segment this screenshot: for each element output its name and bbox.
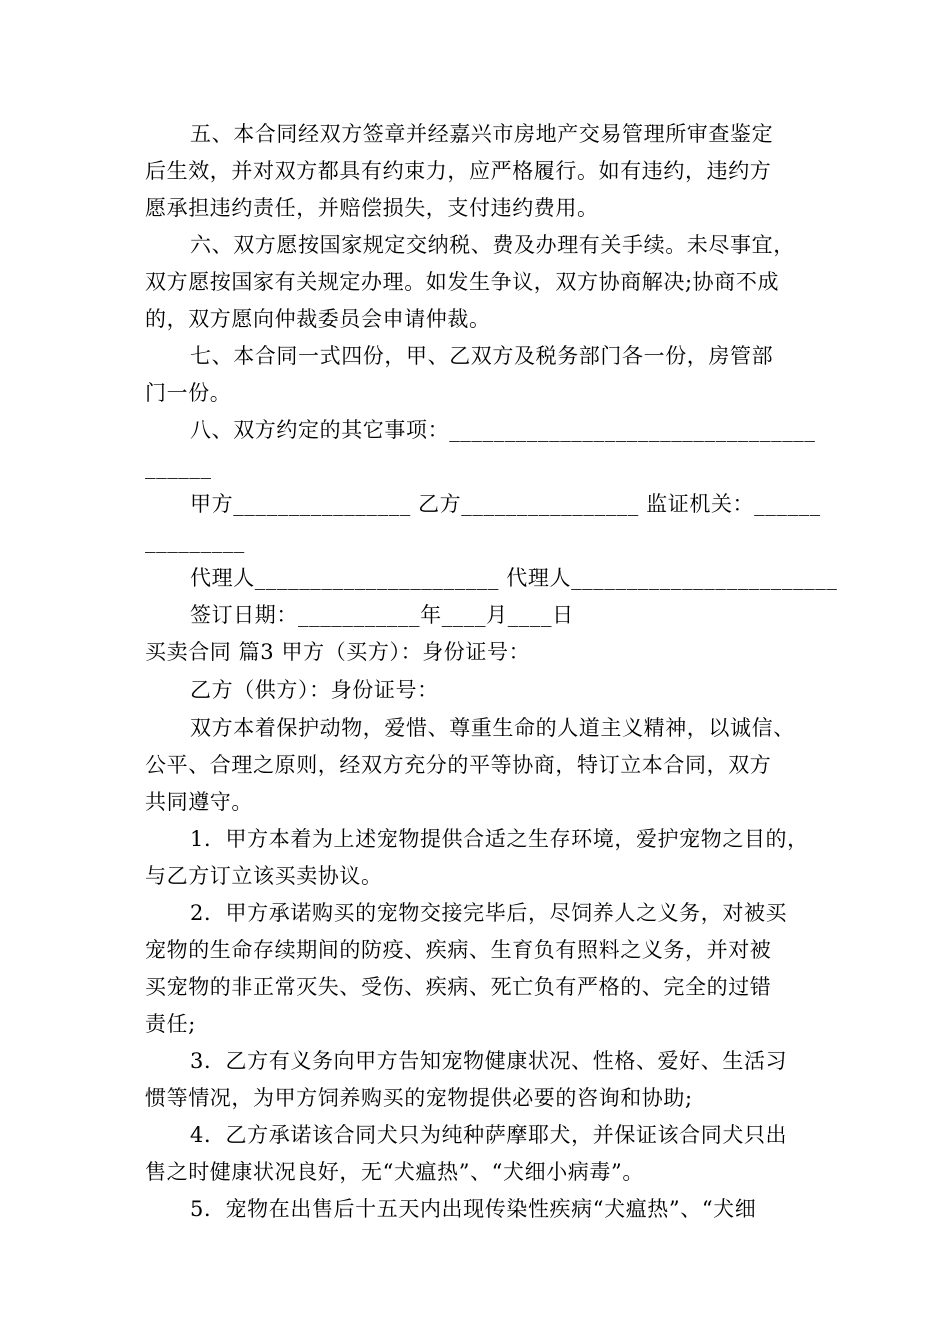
item-2-line-1: 2．甲方承诺购买的宠物交接完毕后，尽饲养人之义务，对被买 bbox=[190, 901, 788, 925]
party-b-line: 乙方（供方）：身份证号： bbox=[190, 678, 439, 702]
signature-parties-continued: _________ bbox=[145, 529, 245, 553]
clause-6-line-2: 双方愿按国家有关规定办理。如发生争议，双方协商解决;协商不成 bbox=[145, 270, 780, 294]
item-5-line-1: 5．宠物在出售后十五天内出现传染性疾病“犬瘟热”、“犬细 bbox=[190, 1197, 757, 1221]
preamble-line-1: 双方本着保护动物，爱惜、尊重生命的人道主义精神，以诚信、 bbox=[190, 716, 795, 740]
item-1-line-1: 1．甲方本着为上述宠物提供合适之生存环境，爱护宠物之目的， bbox=[190, 827, 809, 851]
clause-5-line-1: 五、本合同经双方签章并经嘉兴市房地产交易管理所审查鉴定 bbox=[190, 122, 774, 146]
clause-5-line-3: 愿承担违约责任，并赔偿损失，支付违约费用。 bbox=[145, 196, 599, 220]
clause-5-line-2: 后生效，并对双方都具有约束力，应严格履行。如有违约，违约方 bbox=[145, 159, 772, 183]
item-4-line-2: 售之时健康状况良好，无“犬瘟热”、“犬细小病毒”。 bbox=[145, 1160, 644, 1184]
agent-line: 代理人______________________ 代理人________________________ bbox=[190, 566, 838, 590]
item-4-line-1: 4．乙方承诺该合同犬只为纯种萨摩耶犬，并保证该合同犬只出 bbox=[190, 1123, 788, 1147]
item-2-line-4: 责任; bbox=[145, 1012, 196, 1036]
clause-6-line-1: 六、双方愿按国家规定交纳税、费及办理有关手续。未尽事宜， bbox=[190, 233, 795, 257]
signature-parties-line: 甲方________________ 乙方________________ 监证机关：______ bbox=[190, 492, 821, 516]
preamble-line-2: 公平、合理之原则，经双方充分的平等协商，特订立本合同，双方 bbox=[145, 753, 772, 777]
preamble-line-3: 共同遵守。 bbox=[145, 790, 253, 814]
item-2-line-2: 宠物的生命存续期间的防疫、疾病、生育负有照料之义务，并对被 bbox=[145, 938, 772, 962]
contract-3-heading: 买卖合同 篇3 甲方（买方）：身份证号： bbox=[145, 640, 531, 664]
clause-7-line-2: 门一份。 bbox=[145, 381, 232, 405]
item-2-line-3: 买宠物的非正常灭失、受伤、疾病、死亡负有严格的、完全的过错 bbox=[145, 975, 772, 999]
item-3-line-1: 3．乙方有义务向甲方告知宠物健康状况、性格、爱好、生活习 bbox=[190, 1049, 788, 1073]
clause-6-line-3: 的，双方愿向仲裁委员会申请仲裁。 bbox=[145, 307, 491, 331]
clause-8-line-2: ______ bbox=[145, 455, 212, 479]
item-3-line-2: 惯等情况，为甲方饲养购买的宠物提供必要的咨询和协助; bbox=[145, 1086, 693, 1110]
signing-date-line: 签订日期：___________年____月____日 bbox=[190, 603, 574, 627]
item-1-line-2: 与乙方订立该买卖协议。 bbox=[145, 864, 383, 888]
clause-8-line-1: 八、双方约定的其它事项：_________________________________ bbox=[190, 418, 816, 442]
clause-7-line-1: 七、本合同一式四份，甲、乙双方及税务部门各一份，房管部 bbox=[190, 344, 774, 368]
